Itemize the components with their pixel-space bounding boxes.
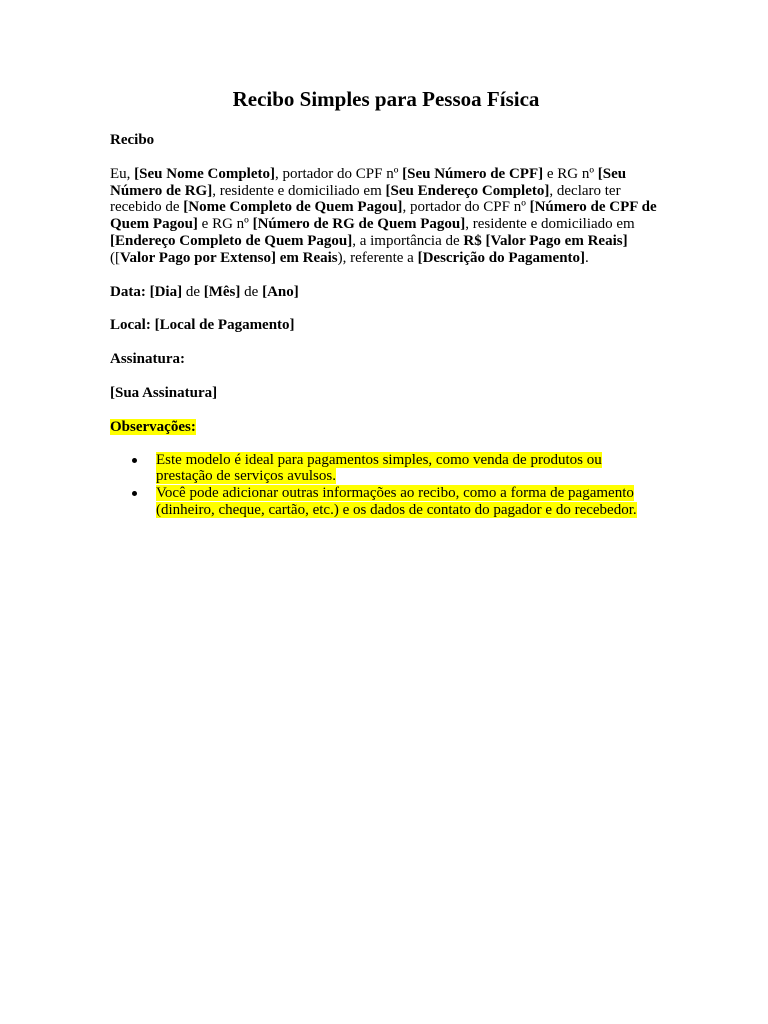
local-text: Local: [Local de Pagamento] (110, 317, 295, 334)
placeholder-amount: R$ [Valor Pago em Reais] (463, 232, 628, 249)
body-text: ), referente a (337, 249, 418, 266)
body-text: , portador do CPF nº (402, 199, 530, 216)
placeholder-year: [Ano] (262, 283, 299, 300)
date-line (110, 284, 662, 301)
notes-list (110, 452, 662, 519)
signature-value (110, 385, 662, 402)
placeholder-payee-name: [Seu Nome Completo] (134, 165, 275, 182)
notes-heading (110, 419, 662, 436)
body-text: ([ (110, 249, 120, 266)
placeholder-payer-name: [Nome Completo de Quem Pagou] (183, 199, 403, 216)
body-text: e RG nº (543, 165, 598, 182)
body-text: , declaro ter recebido de (110, 182, 621, 216)
list-item (156, 485, 662, 519)
list-item (156, 452, 662, 486)
body-text: , portador do CPF nº (274, 165, 403, 182)
note-text: Este modelo é ideal para pagamentos simples, como venda de produtos ou prestação de serviços avulsos. (156, 451, 602, 485)
placeholder-day: [Dia] (149, 283, 183, 300)
placeholder-payee-rg: [Seu Número de RG] (110, 165, 627, 199)
body-text: , residente e domiciliado em (212, 182, 386, 199)
notes-heading-text: Observações: (110, 418, 196, 435)
date-separator: de (182, 283, 204, 300)
body-text: , a importância de (352, 232, 464, 249)
receipt-body (110, 166, 662, 267)
placeholder-payer-rg: [Número de RG de Quem Pagou] (252, 216, 466, 233)
document-title: Recibo Simples para Pessoa Física (232, 87, 540, 111)
document-content (110, 86, 662, 519)
signature-value-text: [Sua Assinatura] (110, 384, 218, 401)
receipt-heading-text: Recibo (110, 132, 155, 148)
body-text: Eu, (110, 165, 135, 182)
placeholder-payment-description: [Descrição do Pagamento] (417, 249, 586, 266)
placeholder-payee-address: [Seu Endereço Completo] (385, 182, 550, 199)
placeholder-payee-cpf: [Seu Número de CPF] (402, 165, 544, 182)
signature-label (110, 351, 662, 368)
body-text: , residente e domiciliado em (465, 216, 635, 233)
placeholder-amount-words: Valor Pago por Extenso] em Reais (120, 249, 338, 266)
placeholder-payer-cpf: [Número de CPF de Quem Pagou] (110, 199, 657, 233)
date-separator: de (240, 283, 263, 300)
placeholder-month: [Mês] (203, 283, 241, 300)
note-text: Você pode adicionar outras informações ao recibo, como a forma de pagamento (dinheiro, cheque, cartão, etc.) e os dados de contato do pagador e do recebedor. (156, 485, 637, 518)
local-line (110, 317, 662, 334)
body-text: e RG nº (197, 216, 253, 233)
receipt-heading (110, 132, 662, 149)
placeholder-payer-address: [Endereço Completo de Quem Pagou] (110, 232, 353, 249)
body-text: . (585, 249, 589, 266)
date-label: Data: (110, 283, 150, 300)
signature-label-text: Assinatura: (110, 351, 186, 368)
